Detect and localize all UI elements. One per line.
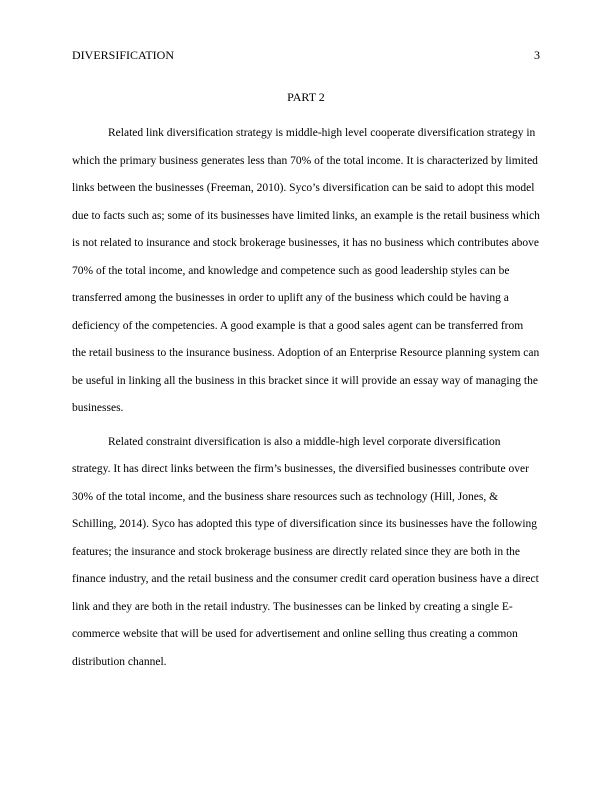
running-head: DIVERSIFICATION: [72, 48, 174, 62]
paragraph-related-link: Related link diversification strategy is middle-high level cooperate diversification strategy in which the primary business generates less than 70% of the total income. It is characterized by limited links between the businesses (Freeman, 2010). Syco’s diversification can be said to adopt this model due to facts such as; some of its businesses have limited links, an example is the retail business which is not related to insurance and stock brokerage businesses, it has no business which contributes above 70% of the total income, and knowledge and competence such as good leadership styles can be transferred among the businesses in order to uplift any of the business which could be having a deficiency of the competencies. A good example is that a good sales agent can be transferred from the retail business to the insurance business. Adoption of an Enterprise Resource planning system can be useful in linking all the business in this bracket since it will provide an essay way of managing the businesses.: [72, 127, 540, 414]
paragraph-related-constraint: Related constraint diversification is also a middle-high level corporate diversification strategy. It has direct links between the firm’s businesses, the diversified businesses contribute over 30% of the total income, and the business share resources such as technology (Hill, Jones, & Schilling, 2014). Syco has adopted this type of diversification since its businesses have the following features; the insurance and stock brokerage business are directly related since they are both in the finance industry, and the retail business and the consumer credit card operation business have a direct link and they are both in the retail industry. The businesses can be linked by creating a single E-commerce website that will be used for advertisement and online selling thus creating a common distribution channel.: [72, 435, 539, 668]
section-title: PART 2: [287, 90, 325, 104]
body-text: [72, 120, 540, 676]
page-number: 3: [534, 48, 540, 62]
